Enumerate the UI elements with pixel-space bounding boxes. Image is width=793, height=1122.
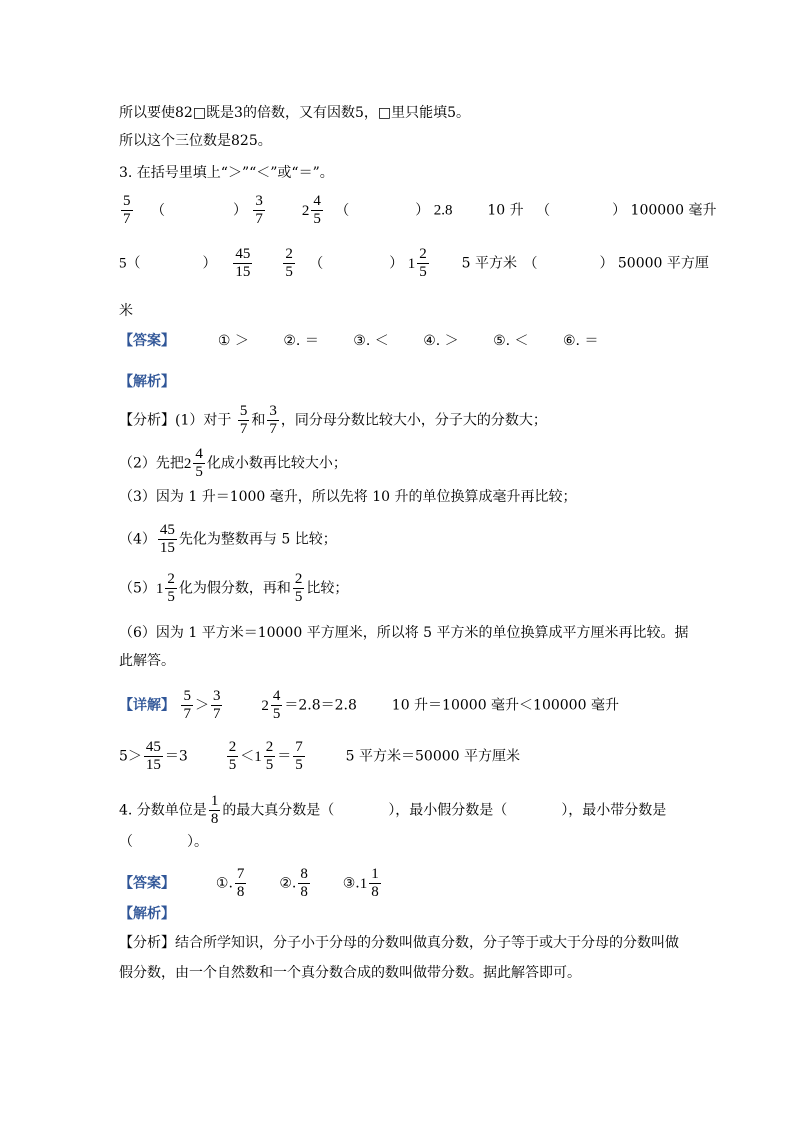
question-4-cont: （ ）。 xyxy=(119,834,208,850)
blank-open[interactable]: （ xyxy=(126,255,141,272)
text-line: 所以要使82□既是3的倍数，又有因数5，□里只能填5。 xyxy=(119,105,470,121)
analysis-tag: 【解析】 xyxy=(119,906,175,922)
analysis-line: （6）因为 1 平方米＝10000 平方厘米，所以将 5 平方米的单位换算成平方厘米再比较。据 xyxy=(119,625,689,641)
analysis-line: （2）先把 2 $\frac{4}{5}$ 化成小数再比较大小； xyxy=(119,446,347,480)
answer-item: ④. ＞ xyxy=(423,333,459,349)
analysis-line: 【分析】结合所学知识，分子小于分母的分数叫做真分数，分子等于或大于分母的分数叫做 xyxy=(119,935,679,951)
detail-tag: 【详解】 xyxy=(119,697,175,714)
blank-open[interactable]: （ xyxy=(536,202,551,219)
answer-item: ⑤. ＜ xyxy=(493,333,529,349)
number: 5 xyxy=(119,255,127,272)
area-value: 5 平方米 xyxy=(461,255,517,272)
answer-item: ②. ＝ xyxy=(283,333,319,349)
analysis-line: （5） 1 $\frac{2}{5}$ 化为假分数，再和 $\frac{2}{5}$ 比较； xyxy=(119,571,349,605)
fraction: $\frac{2}{5}$ xyxy=(285,246,293,280)
analysis-line: 【分析】(1）对于 $\frac{5}{7}$ 和 $\frac{3}{7}$ ，同分母分数比较大小，分子大的分数大； xyxy=(119,403,547,437)
answer-item: ⑥. ＝ xyxy=(563,333,599,349)
area-value: 50000 平方厘 xyxy=(617,255,709,272)
blank-close: ） xyxy=(612,202,627,219)
analysis-line: 此解答。 xyxy=(119,653,175,669)
answer-item: ③. ＜ xyxy=(353,333,389,349)
blank-close: ） xyxy=(599,255,614,272)
answer-line-1 xyxy=(119,331,598,351)
answer-item: ① ＞ xyxy=(217,333,249,349)
blank-close: ） xyxy=(415,202,430,219)
analysis-line: （4） $\frac{45}{15}$ 先化为整数再与 5 比较； xyxy=(119,522,337,556)
question-3-title: 3. 在括号里填上“＞”“＜”或“＝”。 xyxy=(119,165,334,181)
blank-close: ） xyxy=(389,255,404,272)
volume-value: 10 升 xyxy=(487,202,524,219)
blank-close: ） xyxy=(202,255,217,272)
fraction: $\frac{45}{15}$ xyxy=(235,246,251,280)
question-4: 4. 分数单位是 $\frac{1}{8}$ 的最大真分数是（ ），最小假分数是（ ），最小带分数是 xyxy=(119,793,667,827)
answer-tag: 【答案】 xyxy=(119,333,175,349)
mixed-number: 1 $\frac{2}{5}$ xyxy=(407,246,427,280)
detail-line: 【详解】 $\frac{5}{7}$ ＞ $\frac{3}{7}$ 2 $\frac{4}{5}$ ＝2.8＝2.8 10 升＝10000 毫升＜100000 毫升 xyxy=(119,688,619,722)
fraction: $\frac{5}{7}$ xyxy=(123,193,131,227)
text-line: 所以这个三位数是825。 xyxy=(119,133,272,149)
mixed-number: 2 $\frac{4}{5}$ xyxy=(301,193,321,227)
text-line: 米 xyxy=(119,303,133,319)
answer-line-2: 【答案】 ①. $\frac{7}{8}$ ②. $\frac{8}{8}$ ③. 1 $\frac{1}{8}$ xyxy=(119,866,379,900)
q3-row-2 xyxy=(119,246,709,281)
blank-open[interactable]: （ xyxy=(309,255,324,272)
decimal-value: 2.8 xyxy=(433,202,453,219)
volume-value: 100000 毫升 xyxy=(630,202,717,219)
blank-open[interactable]: （ xyxy=(335,202,350,219)
answer-tag: 【答案】 xyxy=(119,875,175,892)
analysis-tag: 【解析】 xyxy=(119,374,175,390)
blank-open[interactable]: （ xyxy=(523,255,538,272)
blank-open[interactable]: （ xyxy=(150,202,165,219)
fraction: $\frac{3}{7}$ xyxy=(255,193,263,227)
blank-close: ） xyxy=(232,202,247,219)
analysis-line: （3）因为 1 升＝1000 毫升，所以先将 10 升的单位换算成毫升再比较； xyxy=(119,489,577,505)
detail-line: 5＞ $\frac{45}{15}$ ＝3 $\frac{2}{5}$ ＜ 1 $\frac{2}{5}$ ＝ $\frac{7}{5}$ 5 平方米＝50000 平方厘米 xyxy=(119,739,520,773)
q3-row-1 xyxy=(119,193,716,228)
analysis-line: 假分数，由一个自然数和一个真分数合成的数叫做带分数。据此解答即可。 xyxy=(119,965,581,981)
